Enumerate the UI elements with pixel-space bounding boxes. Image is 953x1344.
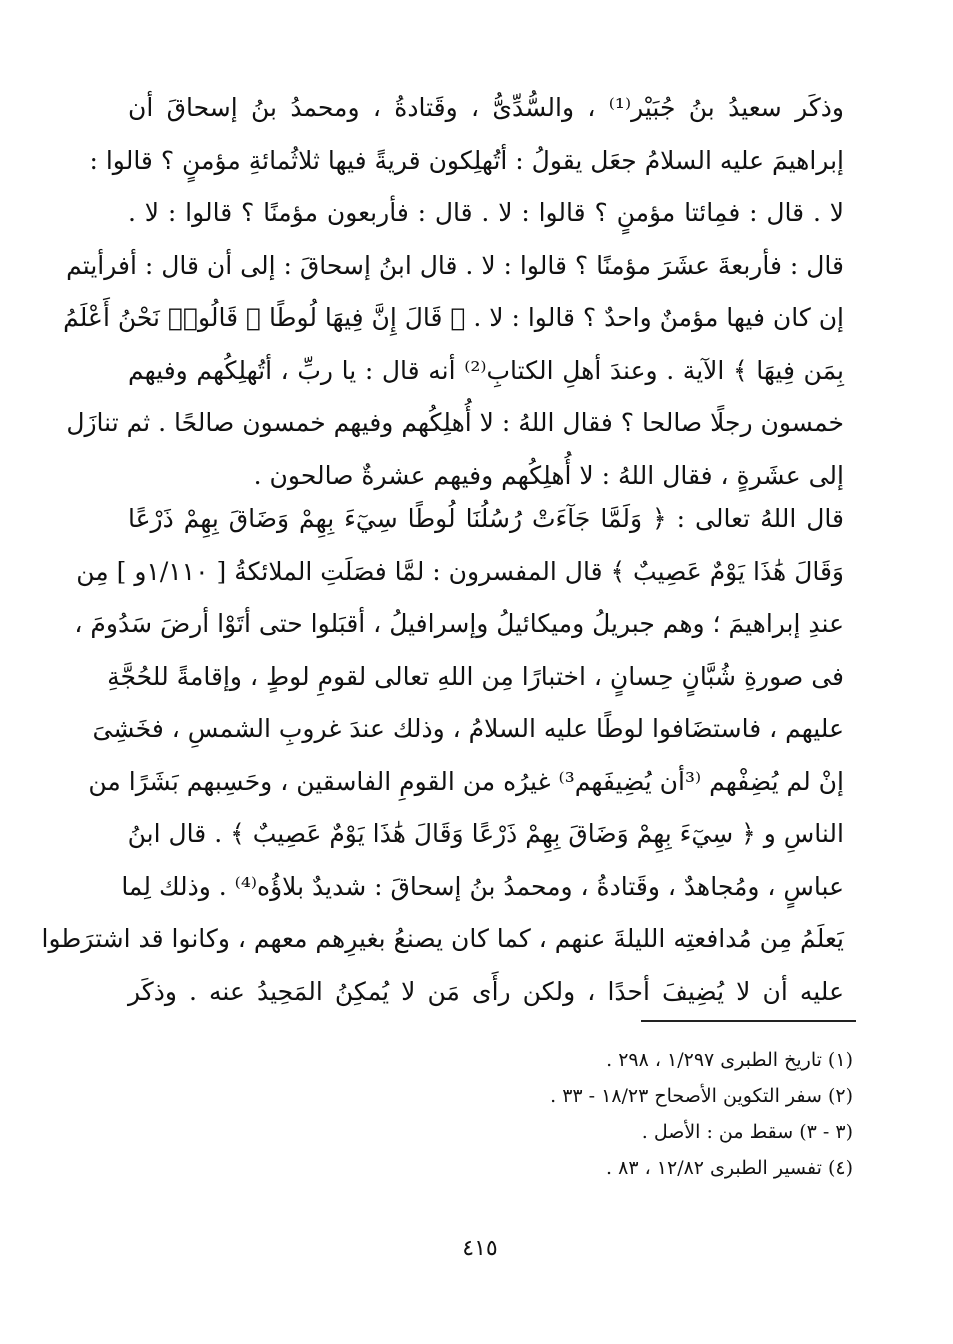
footnote: (٤) تفسير الطبرى ١٢/٨٢ ، ٨٣ . — [606, 1157, 853, 1179]
footnote-divider — [641, 1020, 856, 1022]
text-line: إبراهيمَ عليه السلامُ جعَل يقولُ : أتُهلِكون قريةً فيها ثلاثُمائةِ مؤمنٍ ؟ قالوا : — [89, 145, 844, 175]
footnotes — [128, 1042, 853, 1186]
text-line: فى صورةِ شُبَّانٍ حِسانٍ ، اختبارًا مِن اللهِ تعالى لقومِ لوطٍ ، وإقامةً للحُجَّةِ — [107, 661, 844, 691]
text-line: وذكَر سعيدُ بنُ جُبَيْر⁽¹⁾ ، والسُّدِّىُّ ، وقَتادةُ ، ومحمدُ بنُ إسحاقَ أن — [128, 93, 844, 122]
footnote: (٣ - ٣) سقط من : الأصل . — [641, 1121, 853, 1143]
text-line: عندِ إبراهيمَ ؛ وهم جبريلُ وميكائيلُ وإسرافيلُ ، أقبَلوا حتى أتَوْا أرضَ سَدُومَ ، — [74, 609, 844, 638]
text-line: خمسون رجلًا صالحا ؟ فقال اللهُ : لا أُهلِكُهم وفيهم خمسون صالحًا . ثم تنازَل — [66, 408, 844, 437]
footnote: (٢) سفر التكوين الأصحاح ١٨/٢٣ - ٣٣ . — [550, 1085, 853, 1107]
text-line: بِمَن فِيهَا ﴾ الآية . وعندَ أهلِ الكتابِ⁽²⁾ أنه قال : يا ربِّ ، أتُهلِكُهم وفيهم — [128, 355, 844, 385]
text-line: إلى عشَرةٍ ، فقال اللهُ : لا أُهلِكُهم وفيهم عشرةٌ صالحون . — [253, 460, 844, 490]
text-line: عباسٍ ، ومُجاهدٌ ، وقَتادةُ ، ومحمدُ بنُ إسحاقَ : شديدٌ بلاؤُه⁽⁴⁾ . وذلك لِما — [121, 871, 844, 901]
text-line: عليهم ، فاستضَافوا لوطًا عليه السلامُ ، وذلك عندَ غروبِ الشمسِ ، فخَشِىَ — [92, 714, 844, 743]
text-line: قال : فأربعةَ عشَرَ مؤمنًا ؟ قالوا : لا . قال ابنُ إسحاقَ : إلى أن قال : أفرأيتم — [66, 250, 844, 280]
text-line: إن كان فيها مؤمنٌ واحدٌ ؟ قالوا : لا . ﴿ قَالَ إِنَّ فِيهَا لُوطًا ۚ قَالُوا۟ نَحْنُ أَعْلَمُ — [63, 303, 844, 332]
page-number: ٤١٥ — [462, 1236, 498, 1261]
text-line: الناسِ و ﴿ سِيٓءَ بِهِمْ وَضَاقَ بِهِمْ ذَرْعًا وَقَالَ هَٰذَا يَوْمٌ عَصِيبٌ ﴾ . قال ابنُ — [127, 819, 844, 848]
text-line: يَعلَمُ مِن مُدافعتِه الليلةَ عنهم ، كما كان يصنعُ بغيرِهم معهم ، وكانوا قد اشترَطوا — [41, 924, 844, 953]
text-line: إنْ لم يُضِفْهم ⁽³أن يُضِيفَهم³⁾ غيرُه من القومِ الفاسقين ، وحَسِبهم بَشَرًا من — [88, 766, 844, 796]
text-line: قال اللهُ تعالى : ﴿ وَلَمَّا جَآءَتْ رُسُلُنَا لُوطًا سِيٓءَ بِهِمْ وَضَاقَ بِهِمْ ذَرْعًا — [128, 504, 844, 533]
footnote: (١) تاريخ الطبرى ١/٢٩٧ ، ٢٩٨ . — [606, 1049, 853, 1071]
text-line: عليه أن لا يُضِيفَ أحدًا ، ولكن رأَى مَن لا يُمكِنُ المَحِيدُ عنه . وذكَر — [128, 976, 844, 1006]
paragraph-2 — [41, 493, 844, 1018]
paragraph-1 — [63, 82, 844, 502]
text-line: لا . قال : فمِائتا مؤمنٍ ؟ قالوا : لا . قال : فأربعون مؤمنًا ؟ قالوا : لا . — [128, 198, 844, 227]
text-line: وَقَالَ هَٰذَا يَوْمٌ عَصِيبٌ ﴾ قال المفسرون : لمَّا فصَلَتِ الملائكةُ [ ١/١١٠و ] مِن — [76, 556, 844, 586]
